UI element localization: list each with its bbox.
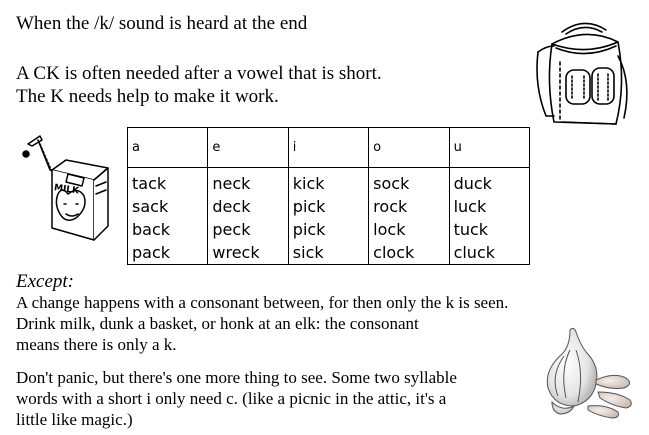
word: neck [212, 174, 251, 193]
word: pick [292, 197, 326, 216]
word: pick [292, 220, 326, 239]
word-column-u [449, 168, 529, 265]
word: kick [292, 174, 325, 193]
word-column-e [208, 168, 288, 265]
word: wreck [212, 243, 260, 262]
vowel-header-a: a [128, 128, 208, 168]
word-column-o [369, 168, 449, 265]
word: pack [132, 243, 171, 262]
word-row [128, 168, 530, 265]
word: tack [132, 174, 167, 193]
milk-carton-label: MILK [53, 183, 80, 197]
word: back [132, 220, 171, 239]
word-column-a [128, 168, 208, 265]
note-line-3: little like magic.) [16, 410, 133, 429]
intro-line-1: A CK is often needed after a vowel that is short. [16, 63, 382, 84]
word: luck [453, 197, 487, 216]
garlic-icon [540, 326, 640, 422]
word: sick [292, 243, 324, 262]
except-line-1: A change happens with a consonant between, for then only the k is seen. [16, 293, 509, 312]
word: tuck [453, 220, 489, 239]
vowel-header-u: u [449, 128, 529, 168]
vowel-header-o: o [369, 128, 449, 168]
milk-carton-icon [18, 134, 118, 244]
vowel-header-i: i [288, 128, 368, 168]
word: sock [373, 174, 410, 193]
except-line-2: Drink milk, dunk a basket, or honk at an elk: the consonant [16, 314, 419, 333]
word: deck [212, 197, 251, 216]
word: sack [132, 197, 169, 216]
note-line-1: Don't panic, but there's one more thing to see. Some two syllable [16, 368, 457, 387]
page-heading: When the /k/ sound is heard at the end [16, 13, 308, 34]
word: cluck [453, 243, 496, 262]
ck-words-table [127, 127, 530, 265]
word: clock [373, 243, 415, 262]
word: rock [373, 197, 408, 216]
word: peck [212, 220, 251, 239]
except-line-3: means there is only a k. [16, 335, 177, 354]
except-label: Except: [16, 271, 75, 292]
vowel-header-e: e [208, 128, 288, 168]
backpack-icon [532, 12, 638, 132]
intro-line-2: The K needs help to make it work. [16, 86, 279, 107]
note-line-2: words with a short i only need c. (like a picnic in the attic, it's a [16, 389, 447, 408]
word: duck [453, 174, 492, 193]
vowel-header-row [128, 128, 530, 168]
word-column-i [288, 168, 368, 265]
word: lock [373, 220, 406, 239]
